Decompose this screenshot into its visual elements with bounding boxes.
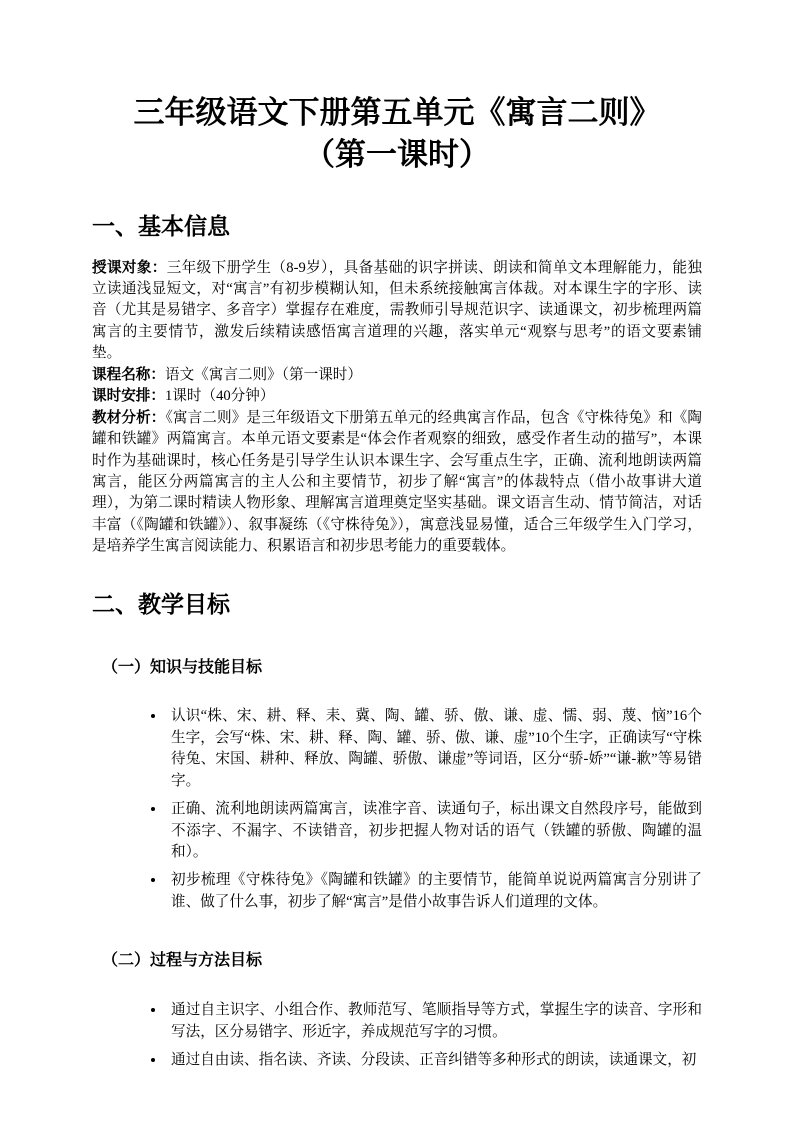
document-title-line2: （第一课时） [304,136,490,172]
subheading-knowledge-skills: （一）知识与技能目标 [102,658,263,676]
document-title-line1: 三年级语文下册第五单元《寓言二则》 [133,95,661,130]
process-method-bullet-list [92,1000,702,1071]
bullet-item: • 初步梳理《守株待兔》《陶罐和铁罐》的主要情节，能简单说说两篇寓言分别讲了谁、做了什么事，初步了解“寓言”是借小故事告诉人们道理的文体。 [166,870,702,913]
field-course-name [92,365,702,386]
section-heading-basic-info: 一、基本信息 [92,213,230,239]
field-class-time [92,386,702,407]
field-text: 1课时（40分钟） [164,388,275,405]
bullet-item: • 正确、流利地朗读两篇寓言，读准字音、读通句子，标出课文自然段序号，能做到不添字、不漏字、不读错音，初步把握人物对话的语气（铁罐的骄傲、陶罐的温和）。 [166,799,702,863]
field-teaching-object [92,258,702,365]
field-label: 课时安排： [92,388,165,405]
field-text: 语文《寓言二则》（第一课时） [164,366,362,383]
field-label: 课程名称： [92,366,165,383]
section-heading-teaching-goals: 二、教学目标 [92,591,230,617]
field-text: 三年级下册学生（8-9岁），具备基础的识字拼读、朗读和简单文本理解能力，能独立读通浅显短文，对“寓言”有初步模糊认知，但未系统接触寓言体裁。对本课生字的字形、读音（尤其是易错字、多音字）掌握存在难度，需教师引导规范识字、读通课文，初步梳理两篇寓言的主要情节，激发后续精读感悟寓言道理的兴趣，落实单元“观察与思考”的语文要素铺垫。 [92,259,702,362]
bullet-item: • 通过自主识字、小组合作、教师范写、笔顺指导等方式，掌握生字的读音、字形和写法，区分易错字、形近字，养成规范写字的习惯。 [166,1000,702,1043]
field-material-analysis [92,408,702,558]
bullet-item: • 通过自由读、指名读、齐读、分段读、正音纠错等多种形式的朗读，读通课文，初 [166,1050,702,1071]
field-text: 《寓言二则》是三年级语文下册第五单元的经典寓言作品，包含《守株待兔》和《陶罐和铁罐》两篇寓言。本单元语文要素是“体会作者观察的细致，感受作者生动的描写”，本课时作为基础课时，核心任务是引导学生认识本课生字、会写重点生字，正确、流利地朗读两篇寓言，能区分两篇寓言的主人公和主要情节，初步了解“寓言”的体裁特点（借小故事讲大道理），为第二课时精读人物形象、理解寓言道理奠定坚实基础。课文语言生动、情节简洁，对话丰富（《陶罐和铁罐》）、叙事凝练（《守株待兔》），寓意浅显易懂，适合三年级学生入门学习，是培养学生寓言阅读能力、积累语言和初步思考能力的重要载体。 [92,409,702,555]
field-label: 教材分析： [92,409,166,426]
subheading-process-method: （二）过程与方法目标 [102,952,263,970]
knowledge-skills-bullet-list [92,706,702,913]
field-label: 授课对象： [92,259,167,276]
bullet-item: • 认识“株、宋、耕、释、耒、冀、陶、罐、骄、傲、谦、虚、懦、弱、蔑、恼”16个生字，会写“株、宋、耕、释、陶、罐、骄、傲、谦、虚”10个生字，正确读写“守株待兔、宋国、耕种、释放、陶罐、骄傲、谦虚”等词语，区分“骄-娇”“谦-歉”等易错字。 [166,706,702,792]
document-title [92,92,702,176]
